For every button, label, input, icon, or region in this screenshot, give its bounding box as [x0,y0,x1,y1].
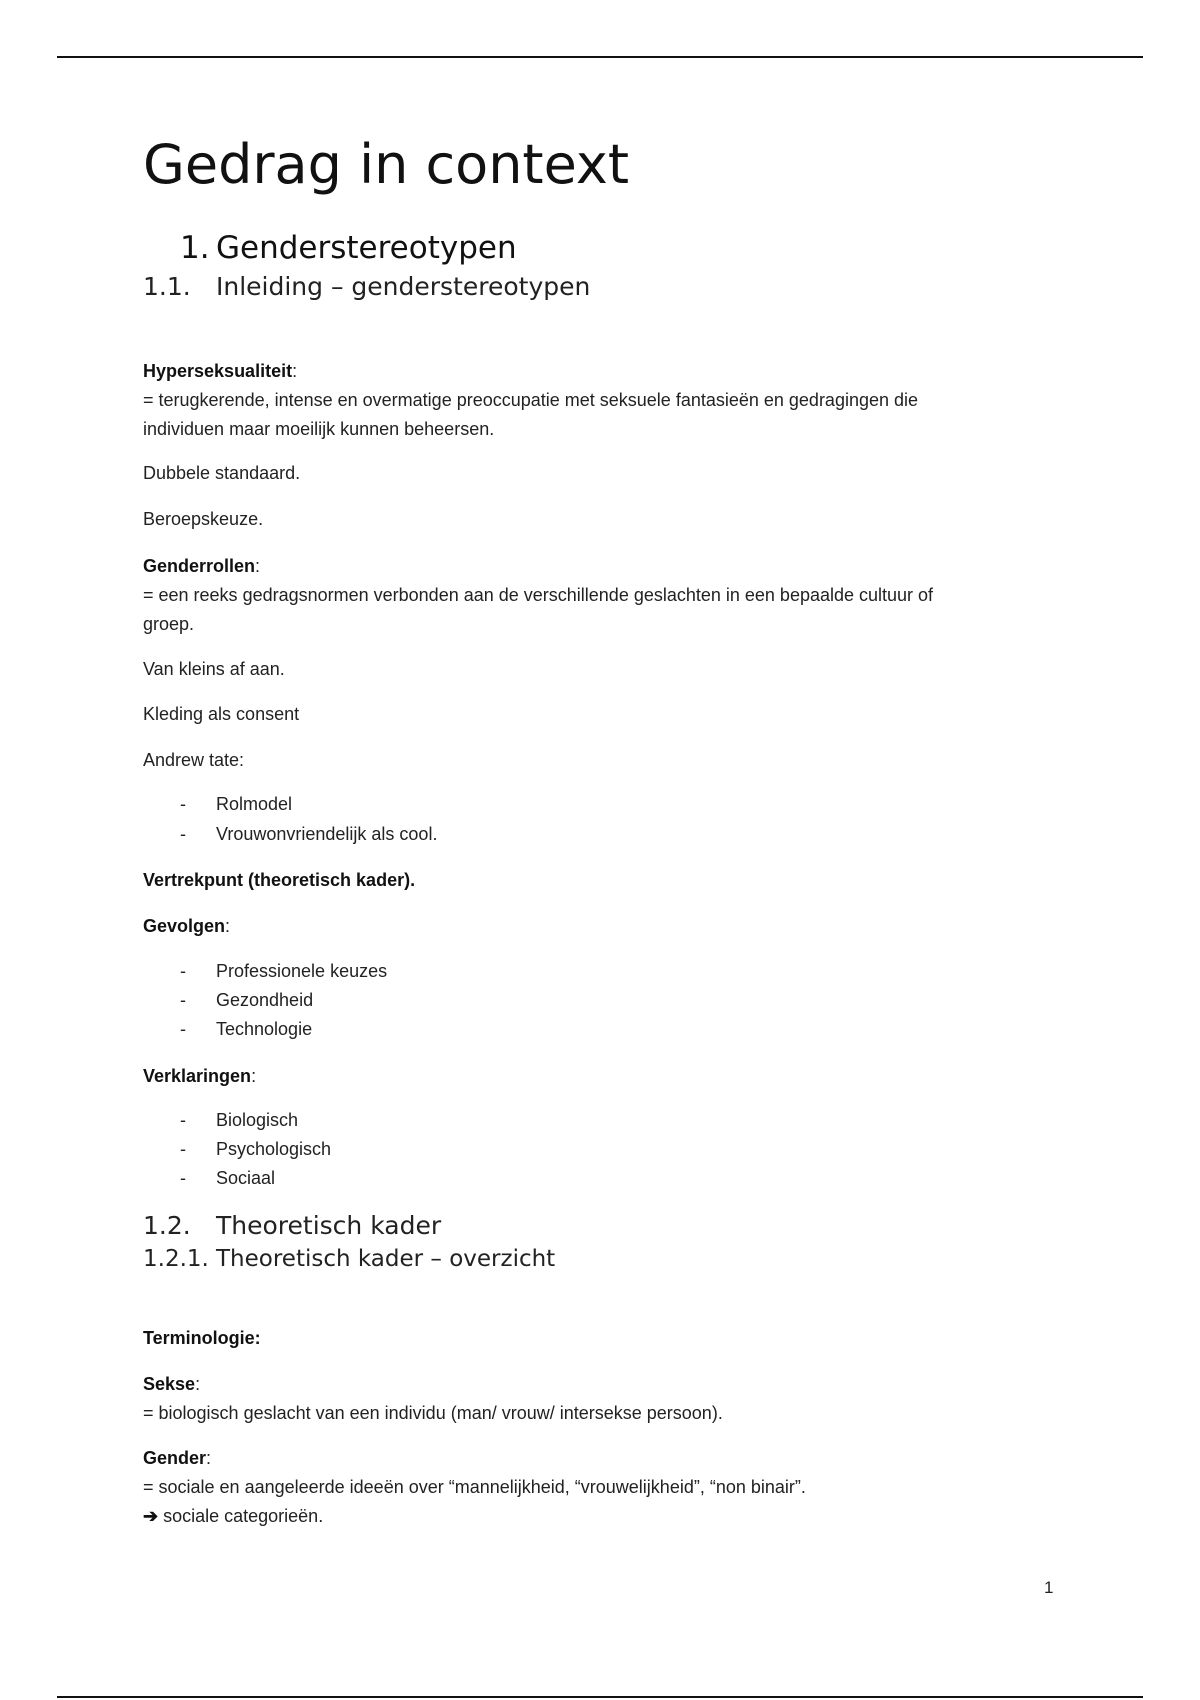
paragraph-beroepskeuze: Beroepskeuze. [143,509,264,529]
definition-line: = terugkerende, intense en overmatige preoccupatie met seksuele fantasieën en gedragingen die [143,390,919,410]
heading-label: Inleiding – genderstereotypen [216,272,591,301]
paragraph-gevolgen: Gevolgen: [143,916,231,936]
definition-line: sociale categorieën. [158,1506,324,1526]
paragraph-dubbele-standaard: Dubbele standaard. [143,463,301,483]
definition-line: = sociale en aangeleerde ideeën over “mannelijkheid, “vrouwelijkheid”, “non binair”. [143,1477,806,1497]
term-hyperseksualiteit: Hyperseksualiteit [143,361,293,381]
term-sekse: Sekse [143,1374,196,1394]
heading-number: 1.2.1. [143,1246,209,1272]
definition-line: = biologisch geslacht van een individu (man/ vrouw/ intersekse persoon). [143,1403,723,1423]
term-genderrollen: Genderrollen [143,556,256,576]
paragraph-hyperseksualiteit: Hyperseksualiteit: = terugkerende, intense en overmatige preoccupatie met seksuele fantasieën en gedragingen die individuen maar moeilijk kunnen beheersen. [143,361,919,439]
definition-line: = een reeks gedragsnormen verbonden aan de verschillende geslachten in een bepaalde cultuur of [143,585,934,605]
paragraph-andrew-tate: Andrew tate: [143,750,245,770]
heading-number: 1.1. [143,272,191,301]
heading-label: Theoretisch kader – overzicht [216,1246,556,1272]
page-number: 1 [1044,1578,1054,1597]
paragraph-gender: Gender: = sociale en aangeleerde ideeën over “mannelijkheid, “vrouwelijkheid”, “non binair”. ➔ sociale categorieën. [143,1448,806,1526]
paragraph-genderrollen: Genderrollen: = een reeks gedragsnormen verbonden aan de verschillende geslachten in een bepaalde cultuur of groep. [143,556,934,634]
paragraph-vertrekpunt: Vertrekpunt (theoretisch kader). [143,870,416,890]
definition-line: groep. [143,614,195,634]
heading-label: Genderstereotypen [216,230,517,266]
paragraph-terminologie: Terminologie: [143,1328,261,1348]
definition-line: individuen maar moeilijk kunnen beheersen. [143,419,495,439]
paragraph-kleding-als-consent: Kleding als consent [143,704,300,724]
term-verklaringen: Verklaringen [143,1066,252,1086]
term-gevolgen: Gevolgen [143,916,226,936]
heading-number: 1. [180,230,210,266]
paragraph-verklaringen: Verklaringen: [143,1066,257,1086]
term-gender: Gender [143,1448,207,1468]
paragraph-van-kleins-af-aan: Van kleins af aan. [143,659,285,679]
footer-rule [57,1696,1143,1698]
document-title: Gedrag in context [143,133,629,196]
heading-label: Theoretisch kader [216,1211,442,1240]
heading-number: 1.2. [143,1211,191,1240]
arrow-right-icon: ➔ [143,1506,159,1526]
paragraph-sekse: Sekse: = biologisch geslacht van een individu (man/ vrouw/ intersekse persoon). [143,1374,723,1423]
header-rule [57,56,1143,58]
